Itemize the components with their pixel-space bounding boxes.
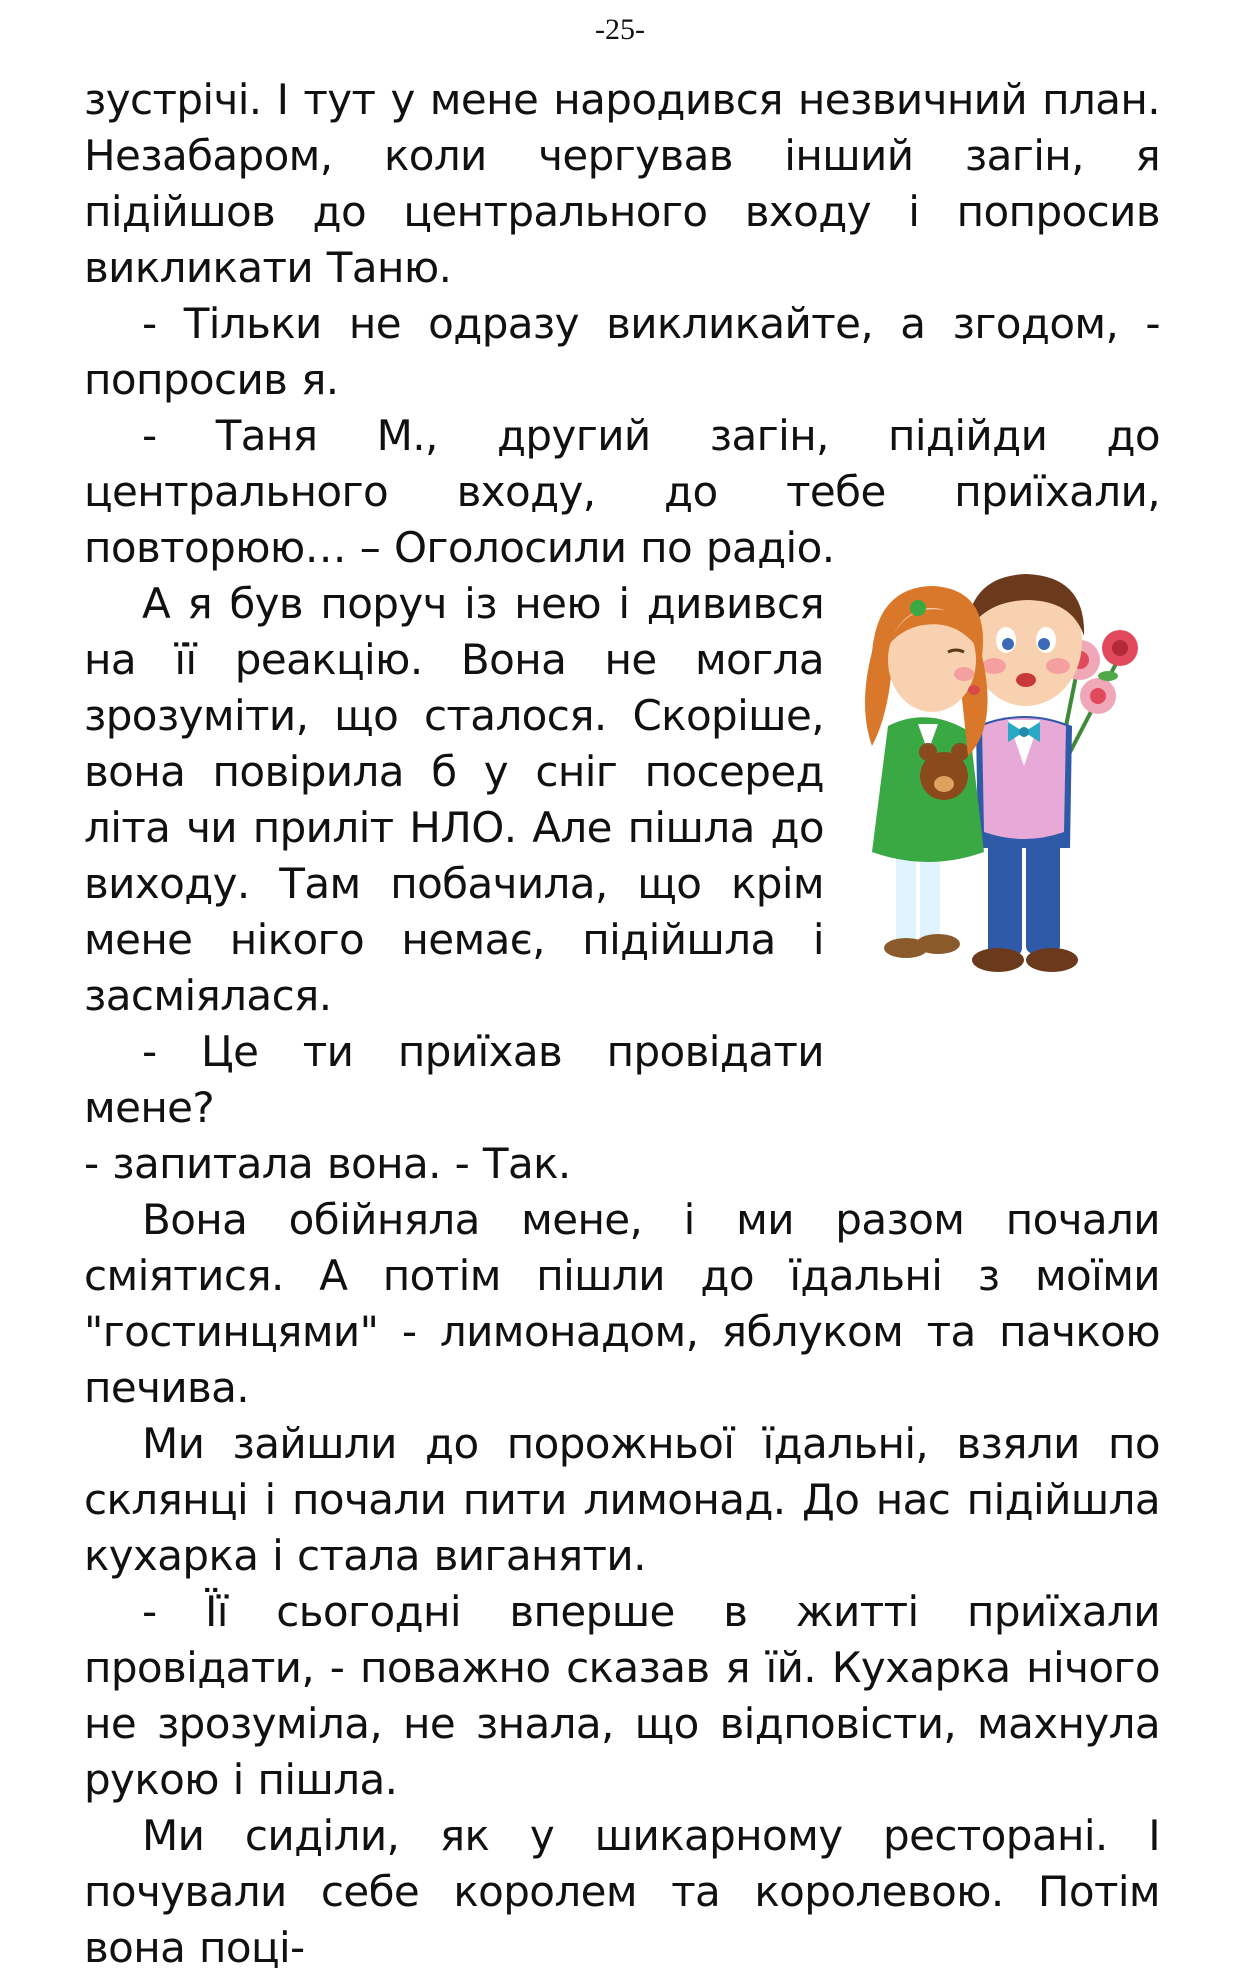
girl-figure	[865, 586, 988, 958]
paragraph-5: - Це ти приїхав провідати мене?	[84, 1027, 824, 1132]
paragraph-8: Ми зайшли до порожньої їдальні, взяли по склянці і почали пити лимонад. До нас підійшла кухарка і стала виганяти.	[84, 1419, 1160, 1580]
boy-figure	[966, 574, 1084, 972]
body-text	[84, 72, 1160, 1976]
page-number: -25-	[595, 13, 645, 46]
paragraph-9: - Її сьогодні вперше в житті приїхали провідати, - поважно сказав я їй. Кухарка нічого не зрозуміла, не знала, що відповісти, махнула рукою і пішла.	[84, 1587, 1160, 1804]
kissing-children-clipart-icon	[858, 556, 1154, 980]
paragraph-2: - Тільки не одразу викликайте, а згодом, - попросив я.	[84, 299, 1160, 404]
paragraph-7: Вона обійняла мене, і ми разом почали сміятися. А потім пішли до їдальні з моїми "гостинцями" - лимонадом, яблуком та пачкою печива.	[84, 1195, 1160, 1412]
paragraph-3: - Таня М., другий загін, підійди до центрального входу, до тебе приїхали, повторюю… – Оголосили по радіо.	[84, 411, 1160, 572]
paragraph-4: А я був поруч із нею і дивився на її реакцію. Вона не могла зрозуміти, що сталося. Скоріше, вона повірила б у сніг посеред літа чи приліт НЛО. Але пішла до виходу. Там побачила, що крім мене нікого немає, підійшла і засміялася.	[84, 579, 824, 1020]
text-beside-illustration	[84, 576, 824, 1136]
paragraph-10: Ми сиділи, як у шикарному ресторані. І почували себе королем та королевою. Потім вона поці-	[84, 1811, 1160, 1972]
paragraph-6: - запитала вона. - Так.	[84, 1139, 571, 1188]
paragraph-1: зустрічі. І тут у мене народився незвичний план. Незабаром, коли чергував інший загін, я підійшов до центрального входу і попросив викликати Таню.	[84, 75, 1160, 292]
